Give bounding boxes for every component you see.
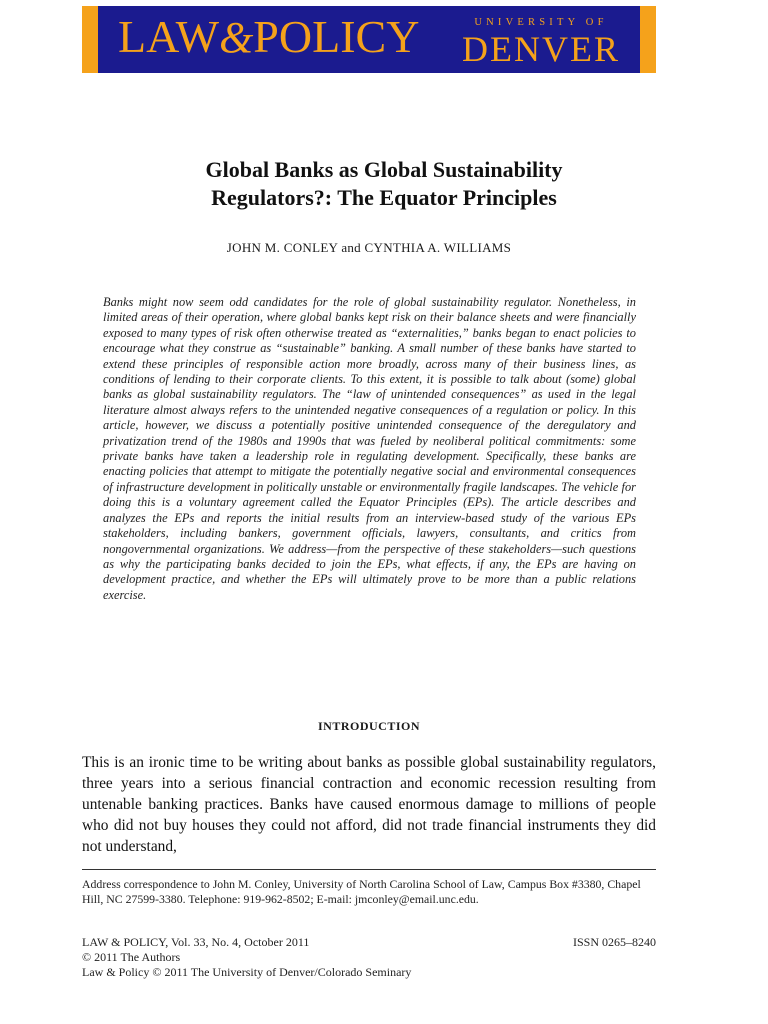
university-city: DENVER <box>462 28 620 69</box>
title-line-1: Global Banks as Global Sustainability <box>205 157 563 182</box>
issn: ISSN 0265–8240 <box>572 935 656 949</box>
journal-logo <box>118 11 420 62</box>
logo-ampersand: & <box>219 13 254 62</box>
article-title <box>100 156 668 212</box>
article-authors: JOHN M. CONLEY and CYNTHIA A. WILLIAMS <box>226 240 512 255</box>
journal-citation: LAW & POLICY, Vol. 33, No. 4, October 2011 <box>82 935 310 949</box>
copyright-publisher: Law & Policy © 2011 The University of Denver/Colorado Seminary <box>82 965 412 979</box>
logo-law: LAW <box>118 11 220 62</box>
footnote-divider <box>82 869 656 870</box>
correspondence-footnote: Address correspondence to John M. Conley, University of North Carolina School of Law, Campus Box #3380, Chapel Hill, NC 27599-3380. Telephone: 919-962-8502; E-mail: jmconley@email.unc.edu. <box>82 877 641 906</box>
university-label: UNIVERSITY OF <box>474 17 608 28</box>
title-line-2: Regulators?: The Equator Principles <box>211 185 557 210</box>
logo-policy: POLICY <box>253 11 420 62</box>
university-logo <box>462 18 620 67</box>
footer-citation-row <box>82 935 656 950</box>
copyright-authors: © 2011 The Authors <box>82 950 181 964</box>
page-footer <box>82 935 656 980</box>
body-paragraph: This is an ironic time to be writing about banks as possible global sustainability regulators, three years into a serious financial contraction and economic recession resulting from untenable banking practices. Banks have caused enormous damage to millions of people who did not buy houses they could not afford, did not trade financial instruments they did not understand, <box>82 754 656 855</box>
article-abstract: Banks might now seem odd candidates for the role of global sustainability regulator. Nonetheless, in limited areas of their operation, where global banks kept risk on their balance sheets and were financially exposed to many types of risk often otherwise treated as “externalities,” banks began to enact policies to encourage what they construe as “sustainable” banking. A small number of these banks have started to extend these principles of responsible action more broadly, across many of their business lines, as conditions of lending to their corporate clients. To this extent, it is possible to talk about (some) global banks as global sustainability regulators. The “law of unintended consequences” as used in the legal literature almost always refers to the unintended negative consequences of a regulation or policy. In this article, however, we discuss a potentially positive unintended consequence of the deregulatory and privatization trend of the 1980s and 1990s that was fueled by neoliberal political commitments: some private banks have taken a leadership role in regulating development. Specifically, these banks are enacting policies that attempt to mitigate the potentially negative social and environmental consequences of infrastructure development in politically unstable or environmentally fragile landscapes. The vehicle for doing this is a voluntary agreement called the Equator Principles (EPs). The article describes and analyzes the EPs and reports the initial results from an interview-based study of the various EPs stakeholders, including bankers, government officials, lawyers, consultants, and critics from nongovernmental organizations. We address—from the perspective of these stakeholders—such questions as why the participating banks decided to join the EPs, what effects, if any, the EPs are having on development practice, and whether the EPs will ultimately prove to be more than a public relations exercise. <box>103 295 636 602</box>
journal-banner <box>82 6 656 73</box>
section-heading: INTRODUCTION <box>317 719 420 733</box>
